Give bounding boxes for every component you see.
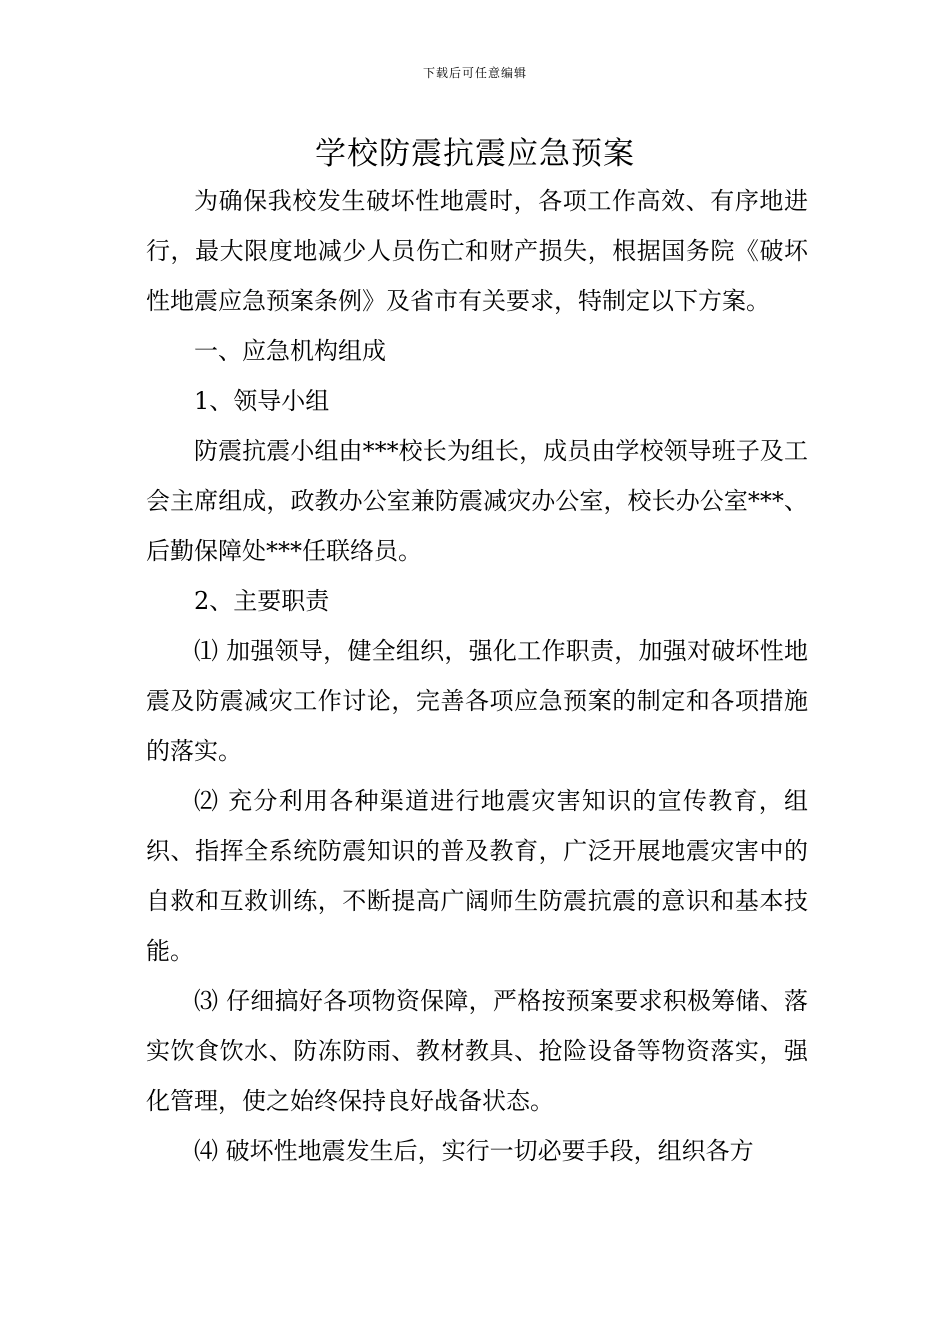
subsection-heading-2: 2、主要职责 (194, 587, 330, 615)
paragraph-duty-4: ⑷ 破坏性地震发生后，实行一切必要手段，组织各方 (194, 1137, 754, 1165)
document-title: 学校防震抗震应急预案 (315, 136, 635, 172)
document-body (146, 176, 808, 1176)
subsection-heading-1: 1、领导小组 (194, 387, 330, 415)
paragraph-leadership: 防震抗震小组由***校长为组长，成员由学校领导班子及工会主席组成，政教办公室兼防震减灾办公室，校长办公室***、后勤保障处***任联络员。 (146, 437, 808, 565)
header-note: 下载后可任意编辑 (422, 66, 527, 80)
paragraph-intro: 为确保我校发生破坏性地震时，各项工作高效、有序地进行，最大限度地减少人员伤亡和财产损失，根据国务院《破坏性地震应急预案条例》及省市有关要求，特制定以下方案。 (146, 187, 808, 315)
section-heading-1: 一、应急机构组成 (194, 337, 386, 365)
paragraph-duty-1: ⑴ 加强领导，健全组织，强化工作职责，加强对破坏性地震及防震减灾工作讨论，完善各项应急预案的制定和各项措施的落实。 (146, 637, 808, 765)
paragraph-duty-3: ⑶ 仔细搞好各项物资保障，严格按预案要求积极筹储、落实饮食饮水、防冻防雨、教材教具、抢险设备等物资落实，强化管理，使之始终保持良好战备状态。 (146, 987, 808, 1115)
paragraph-duty-2: ⑵ 充分利用各种渠道进行地震灾害知识的宣传教育，组织、指挥全系统防震知识的普及教育，广泛开展地震灾害中的自救和互救训练，不断提高广阔师生防震抗震的意识和基本技能。 (146, 787, 808, 965)
